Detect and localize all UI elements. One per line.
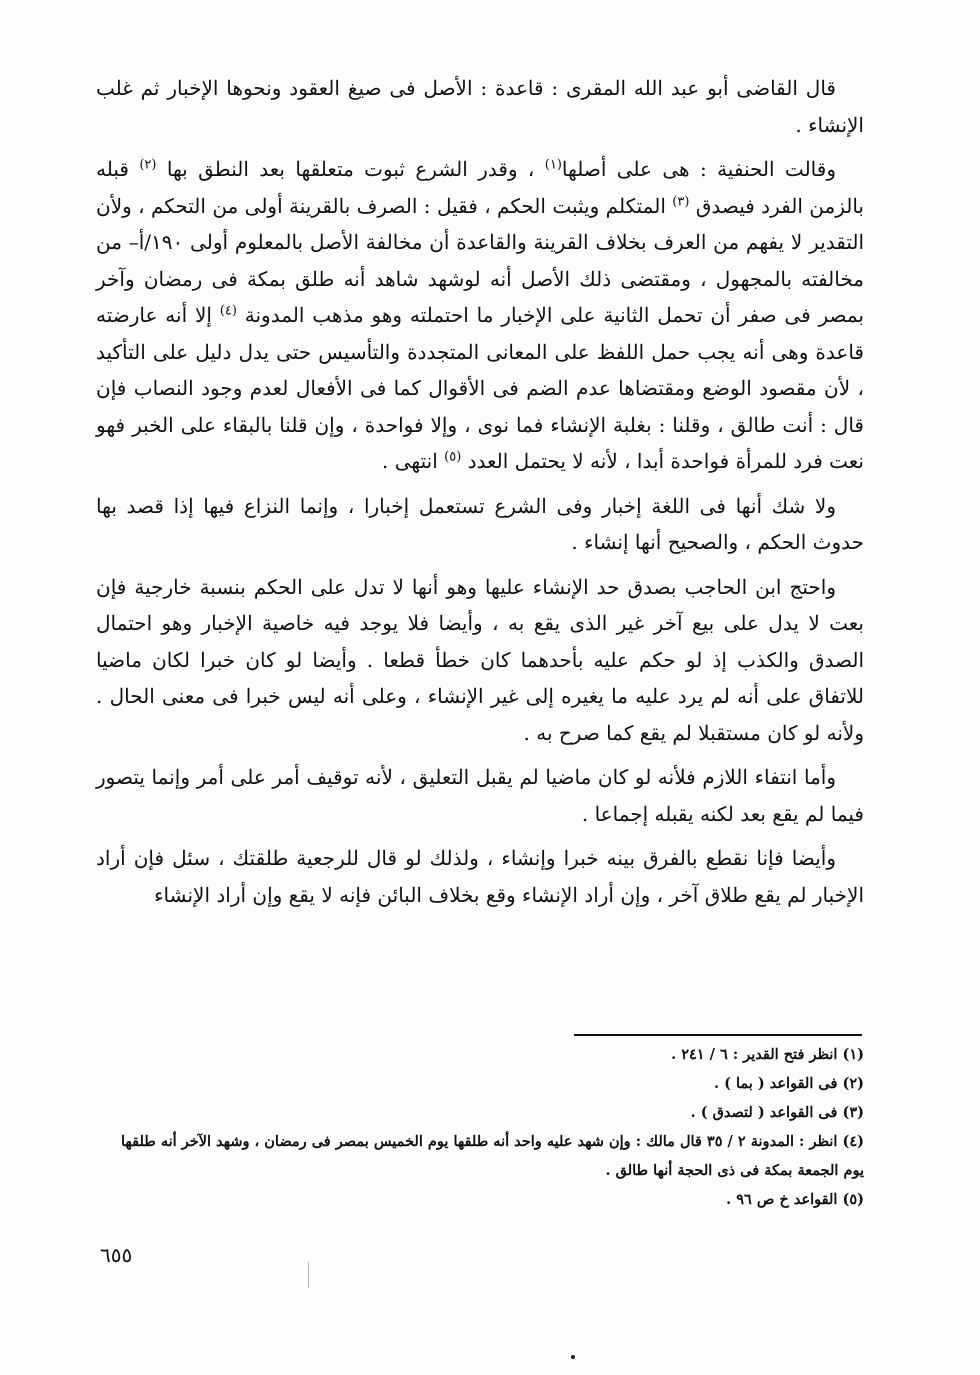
footnote-reference: (٥): [444, 449, 462, 465]
paragraph-text: ولا شك أنها فى اللغة إخبار وفى الشرع تستعمل إخبارا ، وإنما النزاع فيها إذا قصد بها حدوث الحكم ، والصحيح أنها إنشاء .: [96, 493, 864, 554]
paragraph-text: وقالت الحنفية : هى على أصلها: [561, 157, 836, 181]
paragraph: [96, 759, 864, 832]
footnote-reference: (٢): [139, 157, 157, 173]
paragraph: [96, 840, 864, 913]
footnote: (٤) انظر : المدونة ٢ / ٣٥ قال مالك : وإن شهد عليه واحد أنه طلقها يوم الخميس بمصر فى رمضان ، وشهد الآخر أنه طلقها يوم الجمعة بمكة فى ذى الحجة أنها طالق .: [121, 1133, 864, 1179]
paragraph-text: المتكلم ويثبت الحكم ، فقيل : الصرف بالقرينة أولى من التحكم ، ولأن التقدير لا يفهم من العرف بخلاف القرينة والقاعدة أن مخالفة الأصل بالمعلوم أولى ١٩٠/أ– من مخالفته بالمجهول ، ومقتضى ذلك الأصل أنه لوشهد شاهد أنه طلق بمكة فى رمضان وآخر بمصر فى صفر أن تحمل الثانية على الإخبار ما احتملته وهو مذهب المدونة: [96, 193, 865, 327]
footnotes: [96, 1040, 864, 1214]
scan-artifact-line: [308, 1262, 309, 1288]
footnote: (٥) القواعد خ ص ٩٦ .: [726, 1191, 864, 1208]
page-number: ٦٥٥: [100, 1243, 133, 1267]
paragraph: [96, 569, 864, 752]
paragraph: [96, 151, 864, 480]
scan-artifact-dot: [571, 1355, 575, 1359]
paragraph-text: قبله بالزمن الفرد فيصدق: [96, 157, 865, 218]
footnote-reference: (١): [544, 157, 562, 173]
paragraph-text: ، وقدر الشرع ثبوت متعلقها بعد النطق بها: [156, 157, 545, 181]
paragraph-text: إلا أنه عارضته قاعدة وهى أنه يجب حمل اللفظ على المعانى المتجددة والتأسيس حتى يدل دليل على التأكيد ، لأن مقصود الوضع ومقتضاها عدم الضم فى الأقوال كما فى الأفعال لعدم وجود النصاب فإن قال : أنت طالق ، وقلنا : بغلبة الإنشاء فما نوى ، وإلا فواحدة ، وإن قلنا بالبقاء على الخبر فهو نعت فرد للمرأة فواحدة أبدا ، لأنه لا يحتمل العدد: [96, 303, 864, 473]
footnote: (١) انظر فتح القدير : ٦ / ٢٤١ .: [671, 1046, 864, 1063]
footnote-reference: (٣): [672, 193, 690, 209]
footnote-reference: (٤): [219, 303, 237, 319]
paragraph: [96, 488, 864, 561]
paragraph-text: وأما انتفاء اللازم فلأنه لو كان ماضيا لم يقبل التعليق ، لأنه توقيف أمر على أمر وإنما يتصور فيما لم يقع بعد لكنه يقبله إجماعا .: [96, 765, 864, 826]
footnote: (٢) فى القواعد ( بما ) .: [713, 1075, 864, 1092]
footnote-separator: [574, 1034, 862, 1036]
paragraph: [96, 70, 864, 143]
main-text-body: [96, 70, 864, 921]
paragraph-text: واحتج ابن الحاجب بصدق حد الإنشاء عليها وهو أنها لا تدل على الحكم بنسبة خارجية فإن بعت لا يدل على بيع آخر غير الذى يقع به ، وأيضا فلا يوجد فيه خاصية الإخبار وهو احتمال الصدق والكذب إذ لو حكم عليه بأحدهما كان خطأ قطعا . وأيضا لو كان خبرا لكان ماضيا للاتفاق على أنه لم يرد عليه ما يغيره إلى غير الإنشاء ، وعلى أنه ليس خبرا فى معنى الحال . ولأنه لو كان مستقبلا لم يقع كما صرح به .: [96, 574, 864, 745]
paragraph-text: قال القاضى أبو عبد الله المقرى : قاعدة : الأصل فى صيغ العقود ونحوها الإخبار ثم غلب الإنشاء .: [96, 76, 864, 137]
paragraph-text: انتهى .: [382, 449, 445, 473]
paragraph-text: وأيضا فإنا نقطع بالفرق بينه خبرا وإنشاء ، ولذلك لو قال للرجعية طلقتك ، سئل فإن أراد الإخبار لم يقع طلاق آخر ، وإن أراد الإنشاء وقع بخلاف البائن فإنه لا يقع وإن أراد الإنشاء: [96, 846, 864, 907]
footnote: (٣) فى القواعد ( لتصدق ) .: [690, 1104, 864, 1121]
